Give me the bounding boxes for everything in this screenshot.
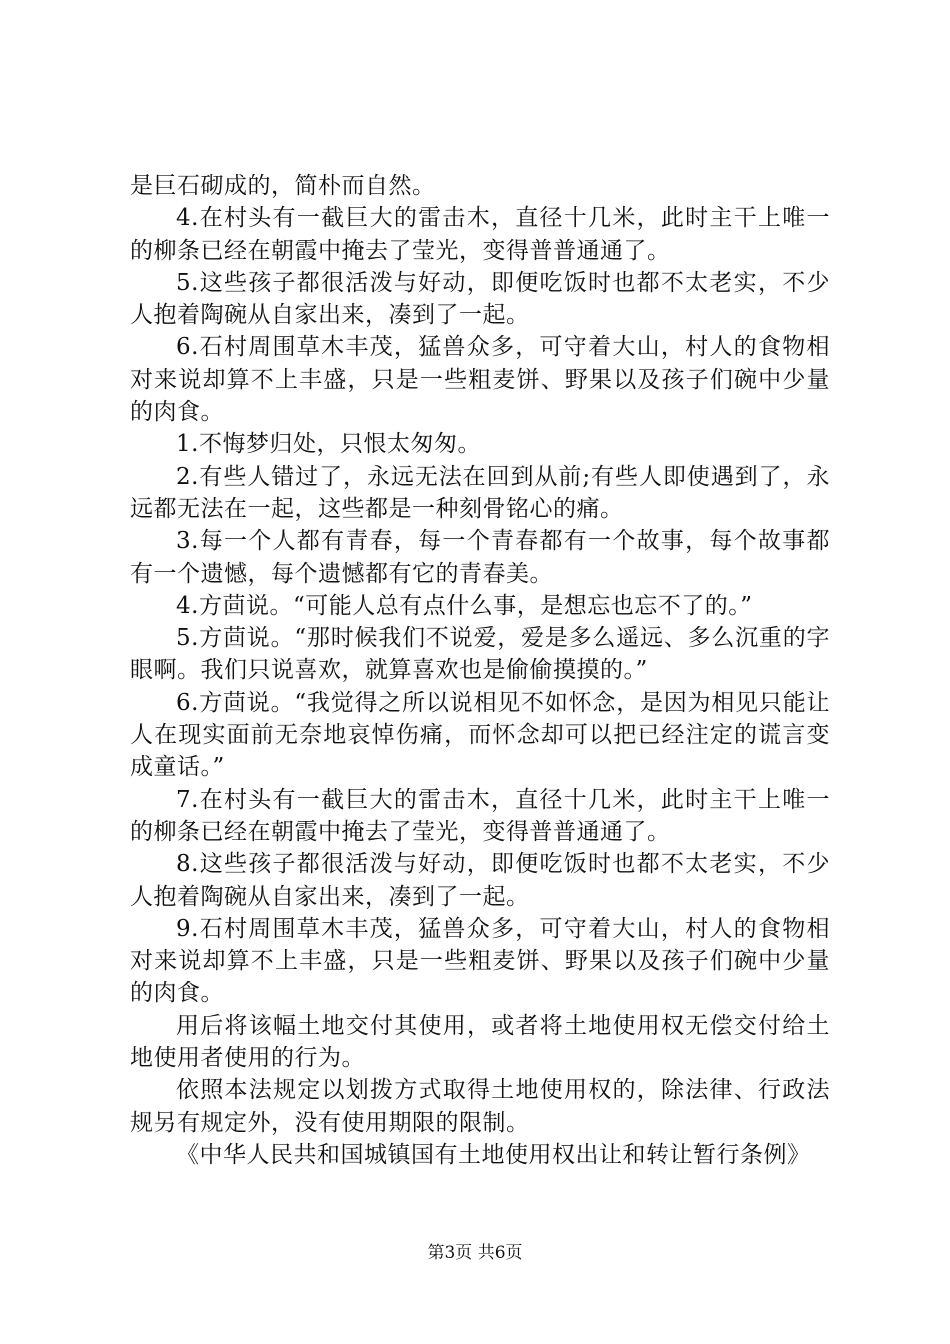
paragraph: 7.在村头有一截巨大的雷击木，直径十几米，此时主干上唯一的柳条已经在朝霞中掩去了莹光，变得普普通通了。 [130,786,830,845]
page-number: 第3页 共6页 [427,1243,523,1263]
paragraph: 5.方茴说。“那时候我们不说爱，爱是多么遥远、多么沉重的字眼啊。我们只说喜欢，就算喜欢也是偷偷摸摸的。” [130,625,830,684]
paragraph: 6.石村周围草木丰茂，猛兽众多，可守着大山，村人的食物相对来说却算不上丰盛，只是一些粗麦饼、野果以及孩子们碗中少量的肉食。 [130,334,830,426]
paragraph: 是巨石砌成的，简朴而自然。 [130,173,436,199]
paragraph: 《中华人民共和国城镇国有土地使用权出让和转让暂行条例》 [176,1141,811,1168]
page-footer [0,1238,950,1263]
paragraph: 依照本法规定以划拨方式取得土地使用权的，除法律、行政法规另有规定外，没有使用期限的限制。 [130,1077,830,1136]
document-body [130,170,830,1171]
paragraph: 用后将该幅土地交付其使用，或者将土地使用权无偿交付给土地使用者使用的行为。 [130,1012,830,1072]
paragraph: 8.这些孩子都很活泼与好动，即便吃饭时也都不太老实，不少人抱着陶碗从自家出来，凑到了一起。 [130,851,830,910]
paragraph: 4.在村头有一截巨大的雷击木，直径十几米，此时主干上唯一的柳条已经在朝霞中掩去了莹光，变得普普通通了。 [130,205,830,264]
paragraph: 5.这些孩子都很活泼与好动，即便吃饭时也都不太老实，不少人抱着陶碗从自家出来，凑到了一起。 [130,269,830,329]
paragraph: 9.石村周围草木丰茂，猛兽众多，可守着大山，村人的食物相对来说却算不上丰盛，只是一些粗麦饼、野果以及孩子们碗中少量的肉食。 [130,915,830,1007]
paragraph: 3.每一个人都有青春，每一个青春都有一个故事，每个故事都有一个遗憾，每个遗憾都有它的青春美。 [130,528,830,587]
paragraph: 4.方茴说。“可能人总有点什么事，是想忘也忘不了的。” [176,592,753,619]
paragraph: 6.方茴说。“我觉得之所以说相见不如怀念，是因为相见只能让人在现实面前无奈地哀悼伤痛，而怀念却可以把已经注定的谎言变成童话。” [130,689,830,781]
paragraph: 1.不悔梦归处，只恨太匆匆。 [176,431,481,458]
paragraph: 2.有些人错过了，永远无法在回到从前;有些人即使遇到了，永远都无法在一起，这些都是一种刻骨铭心的痛。 [130,463,830,522]
